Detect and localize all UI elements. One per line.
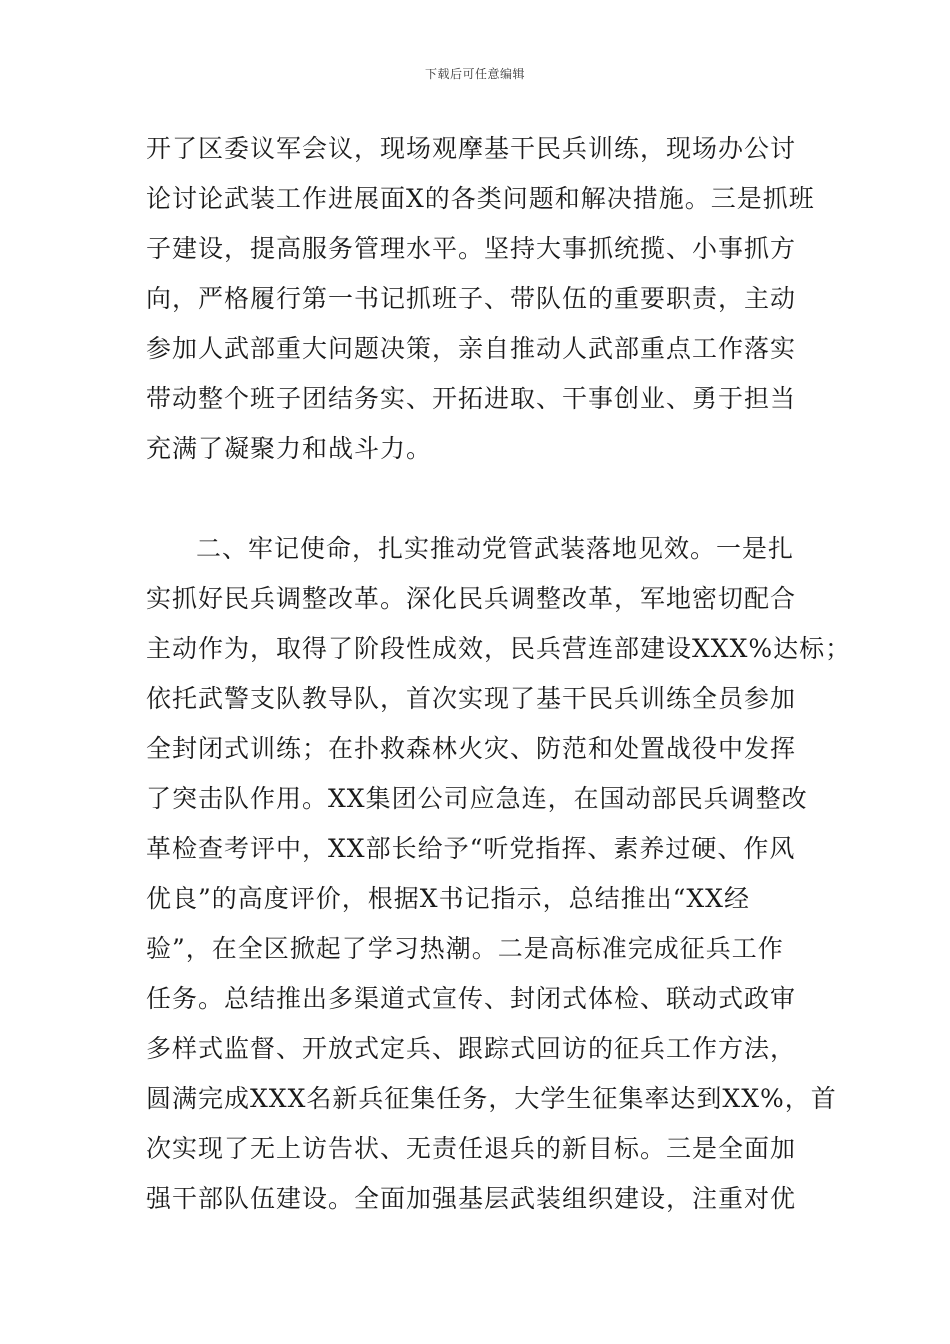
page-header-note: 下载后可任意编辑 bbox=[424, 67, 525, 81]
text-line: 依托武警支队教导队，首次实现了基干民兵训练全员参加 bbox=[146, 684, 797, 713]
paragraph-section-two bbox=[146, 524, 852, 1224]
text-line: 向，严格履行第一书记抓班子、带队伍的重要职责，主动 bbox=[146, 284, 797, 313]
text-line: 论讨论武装工作进展面X的各类问题和解决措施。三是抓班 bbox=[146, 184, 815, 213]
text-line: 子建设，提高服务管理水平。坚持大事抓统揽、小事抓方 bbox=[146, 234, 797, 263]
text-line: 强干部队伍建设。全面加强基层武装组织建设，注重对优 bbox=[146, 1184, 797, 1213]
text-line: 参加人武部重大问题决策，亲自推动人武部重点工作落实 bbox=[146, 334, 797, 363]
text-line: 充满了凝聚力和战斗力。 bbox=[146, 434, 433, 463]
text-line: 开了区委议军会议，现场观摩基干民兵训练，现场办公讨 bbox=[146, 134, 797, 163]
text-line-first: 二、牢记使命，扎实推动党管武装落地见效。一是扎 bbox=[196, 534, 795, 563]
text-line: 带动整个班子团结务实、开拓进取、干事创业、勇于担当 bbox=[146, 384, 797, 413]
text-line: 革检查考评中，XX部长给予“听党指挥、素养过硬、作风 bbox=[146, 834, 796, 863]
text-line: 了突击队作用。XX集团公司应急连，在国动部民兵调整改 bbox=[146, 784, 808, 813]
text-line: 主动作为，取得了阶段性成效，民兵营连部建设XXX%达标； bbox=[146, 634, 852, 663]
text-line: 全封闭式训练；在扑救森林火灾、防范和处置战役中发挥 bbox=[146, 734, 797, 763]
text-line: 任务。总结推出多渠道式宣传、封闭式体检、联动式政审 bbox=[146, 984, 797, 1013]
text-line: 实抓好民兵调整改革。深化民兵调整改革，军地密切配合 bbox=[146, 584, 797, 613]
text-line: 圆满完成XXX名新兵征集任务，大学生征集率达到XX%，首 bbox=[146, 1084, 837, 1113]
text-line: 次实现了无上访告状、无责任退兵的新目标。三是全面加 bbox=[146, 1134, 797, 1163]
text-line: 多样式监督、开放式定兵、跟踪式回访的征兵工作方法， bbox=[146, 1034, 797, 1063]
text-line: 优良”的高度评价，根据X书记指示，总结推出“XX经 bbox=[146, 884, 750, 913]
paragraph-continuation bbox=[146, 124, 836, 474]
text-line: 验”，在全区掀起了学习热潮。二是高标准完成征兵工作 bbox=[146, 934, 784, 963]
